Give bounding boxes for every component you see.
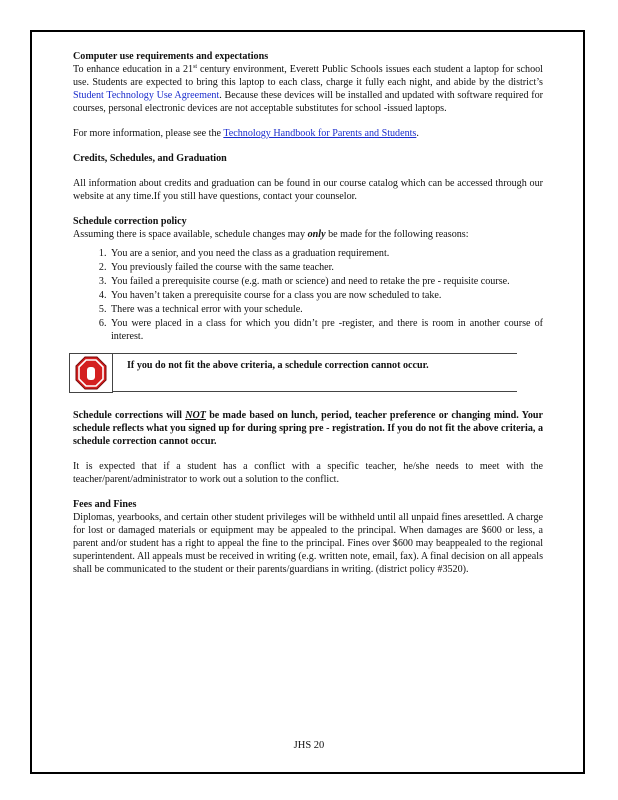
corrections-text-1: Schedule corrections will	[73, 410, 186, 421]
page-number: JHS 20	[293, 740, 325, 751]
warning-bottom-rule	[113, 391, 517, 392]
reason-item: 4. You haven’t taken a prerequisite course for a class you are now scheduled to take.	[109, 289, 543, 302]
more-info-text-2: .	[416, 128, 419, 139]
conflict-text: It is expected that if a student has a conflict with a specific teacher, he/she needs to meet with the teacher/parent/administrator to work out a solution to the conflict.	[73, 461, 543, 485]
warning-icon-box	[69, 353, 113, 393]
fees-heading: Fees and Fines	[73, 499, 137, 510]
computer-text-3: . Because these devices will be installed and updated with software required for courses, personal electronic devices are not acceptable substitutes for school -issued laptops.	[73, 90, 543, 114]
schedule-policy-heading: Schedule correction policy	[73, 216, 187, 227]
stop-sign-icon	[75, 356, 107, 390]
reasons-list	[73, 247, 543, 343]
conflict-paragraph	[73, 460, 543, 486]
computer-heading: Computer use requirements and expectations	[73, 51, 269, 62]
credits-paragraph	[73, 177, 543, 203]
fees-section	[73, 498, 543, 576]
warning-top-rule	[113, 353, 517, 354]
fees-text: Diplomas, yearbooks, and certain other student privileges will be withheld until all unpaid fines aresettled. A charge for lost or damaged materials or equipment may be appealed to the principal. When damages are $600 or less, a parent and/or student has a right to appeal the fine to the principal. Fines over $600 may beappealed to the regional superintendent. All appeals must be received in writing (e.g. written note, email, fax). A final decision on all appeals shall be communicated to the student or their parents/guardians in writing. (district policy #3520).	[73, 512, 543, 575]
only-emphasis: only	[307, 229, 326, 240]
page-content	[73, 50, 543, 588]
credits-text: All information about credits and graduation can be found in our course catalog which can be accessed through our website at any time.If you still have questions, contact your counselor.	[73, 178, 543, 202]
schedule-policy-text-1: Assuming there is space available, schedule changes may	[73, 229, 308, 240]
credits-heading-block	[73, 152, 543, 165]
computer-text-2: century environment, Everett Public Schools issues each student a laptop for school use. Students are expected to bring this laptop to each class, charge it fully each night, and abide by the district’s	[73, 64, 543, 88]
credits-heading: Credits, Schedules, and Graduation	[73, 153, 227, 164]
not-emphasis: NOT	[185, 410, 206, 421]
technology-handbook-link[interactable]: Technology Handbook for Parents and Students	[223, 128, 417, 139]
computer-text-1: To enhance education in a 21	[73, 64, 194, 75]
schedule-policy-section	[73, 215, 543, 241]
tech-use-agreement-link[interactable]: Student Technology Use Agreement	[73, 90, 220, 101]
warning-callout	[69, 353, 517, 395]
reason-item: 6. You were placed in a class for which you didn’t pre -register, and there is room in another course of interest.	[109, 317, 543, 343]
reason-item: 2. You previously failed the course with the same teacher.	[109, 261, 543, 274]
corrections-paragraph	[73, 409, 543, 448]
more-info-text-1: For more information, please see the	[73, 128, 224, 139]
reason-item: 3. You failed a prerequisite course (e.g. math or science) and need to retake the pre - requisite course.	[109, 275, 543, 288]
computer-sup: st	[193, 64, 198, 70]
warning-text: If you do not fit the above criteria, a schedule correction cannot occur.	[127, 360, 429, 371]
computer-section	[73, 50, 543, 115]
schedule-policy-text-2: be made for the following reasons:	[325, 229, 469, 240]
reason-item: 5. There was a technical error with your schedule.	[109, 303, 543, 316]
more-info-paragraph	[73, 127, 543, 140]
reason-item: 1. You are a senior, and you need the class as a graduation requirement.	[109, 247, 543, 260]
corrections-text-2: be made based on lunch, period, teacher preference or changing mind. Your schedule reflects what you signed up for during spring pre - registration. If you do not fit the above criteria, a schedule correction cannot occur.	[73, 410, 543, 447]
